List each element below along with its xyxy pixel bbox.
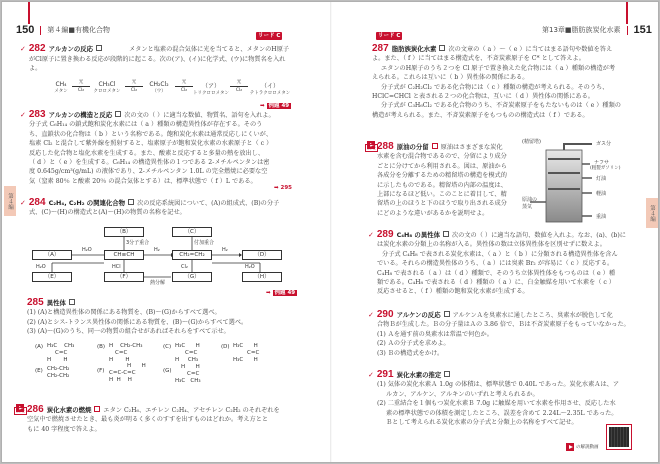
question-text: よ。また、（ f ）に当てはまる構造式を、不斉炭素原子を C* として答えよ。 [372, 55, 585, 63]
structure-bottom: CH₂-CH₂ [47, 373, 70, 379]
arrow-label-top: 光 [236, 80, 242, 85]
structure-mid: C=C-C=C [109, 370, 136, 376]
header-divider [40, 26, 41, 35]
box-ethylene: CH₂=CH₂ [172, 250, 212, 260]
question-text: 度 0.645g/cm³(g/mL) の液体であり、2-メチルペンタン 1.0L の完全燃焼に必要な空 [29, 168, 268, 176]
formula: （イ） [260, 83, 279, 90]
box-G: （G） [172, 272, 212, 282]
left-page [2, 2, 330, 462]
sub-question: 素の標準状態での体積を測定したところ、誤差を含めて 2.24L～2.35L であった。 [386, 409, 618, 417]
page-number: 150 [16, 24, 35, 36]
sub-question: (2) (A)とシス-トランス異性体の関係にある物質を、(B)～(G)からすべて選べ。 [27, 318, 248, 326]
essay-badge: 論述 [367, 146, 376, 151]
question-title: 原油の分留 [396, 143, 429, 151]
question-text: 式、(C)～(H)の構造式と(A)～(H)の物質の名称を記せ。 [29, 209, 186, 217]
box-B: （B） [104, 227, 144, 237]
output-kerosene: 灯油 [596, 176, 607, 182]
question-text: えられる。これらは互いに（ b ）異性体の関係にある。 [372, 74, 529, 82]
tower-drawing [522, 138, 632, 224]
structure-bottom: H H H [109, 377, 132, 383]
page-number: 151 [633, 24, 652, 36]
sub-question: (1) 気体の炭化水素Ａ 1.0g の体積は、標準状態で 0.40L であった。炭化水素Ａは、ア [377, 381, 620, 389]
example-ref-284[interactable] [266, 288, 297, 296]
question-text: 分子式が C₃H₆Cl₂ である化合物のうち、不斉炭素原子をもたないものは（ e ）種類の [381, 102, 621, 110]
question-text: エタン C₂H₆、エチレン C₂H₄、アセチレン C₂H₂ のそれぞれを [103, 407, 280, 414]
question-text: でいる。それらの構造異性体のうち、（ a ）には臭素 Br₂ が容易に（ c ）反応する。 [377, 260, 614, 268]
structure-top: H H [181, 364, 200, 370]
difficulty-box-icon [444, 371, 450, 377]
formula: （ア） [201, 83, 220, 90]
question-number: 283 [28, 109, 46, 120]
question-number: 289 [376, 229, 394, 240]
box-A: （A） [32, 250, 72, 260]
margin-rule [28, 2, 30, 24]
question-text: 次の文章の（ a ）～（ e ）に当てはまる語句や数値を答え [448, 46, 613, 53]
compound-name: （ウ） [152, 89, 166, 94]
question-title: 異性体 [46, 299, 66, 307]
question-number: 291 [376, 369, 394, 380]
arrow-label-top: 光 [181, 80, 187, 85]
input-label: 蒸気 [522, 204, 533, 210]
output-gas-oil: 軽油 [596, 191, 607, 197]
arrow-label-bottom: Cl₂ [235, 88, 243, 93]
label-h2o: H₂O [36, 264, 46, 270]
video-link[interactable] [566, 443, 599, 451]
question-text: 次の文の（ ）に適当な数値、物質名、語句を入れよ。 [124, 112, 275, 119]
structure-mid: C=C [55, 350, 68, 356]
structure-top: H H [127, 363, 146, 369]
question-text: 構造が考えられる。また、不斉炭素原子をもつものの構造式は（ f ）である。 [372, 111, 589, 119]
question-title: アルケンの反応 [396, 311, 441, 319]
question-text: は炭化水素の分類上の名称が入る。異性体の数は立体異性体を区別せずに数えよ。 [377, 241, 606, 249]
label-hcl: HCl [112, 264, 121, 270]
question-285 [27, 298, 292, 337]
structure-top: H CH₂-CH₃ [109, 343, 143, 349]
structure-label: (G) [163, 368, 172, 374]
compound-name: メタン [54, 89, 68, 94]
question-text: 水素を含む混合物であるので、分留により成分 [377, 153, 507, 161]
question-text: C₄H₈ で表される（ a ）は（ d ）種類で、そのうち立体異性体をもつものは（ e ）種 [377, 269, 616, 277]
question-text: 次の反応系統図について、(A)の組成式、(B)の分子 [137, 200, 280, 207]
question-text: エタンのH原子のうち２つを Cl 原子で置き換えた化合物には（ a ）種類の構造が考 [381, 64, 616, 72]
sub-question: (1) Ａを通す前の臭素水は常温で何色か。 [377, 330, 493, 338]
question-number: 288 [377, 141, 394, 152]
question-283 [20, 110, 292, 186]
example-ref-282[interactable] [260, 101, 291, 109]
structure-label: (B) [97, 344, 106, 350]
question-290 [368, 310, 638, 358]
question-number: 282 [28, 43, 46, 54]
output-crude-gasoline: (粗製ガソリン) [590, 166, 621, 171]
box-acetylene: CH≡CH [104, 250, 144, 260]
check-icon[interactable]: ✓ [368, 371, 374, 379]
question-number: 286 [27, 404, 44, 415]
label-h2o: H₂O [245, 264, 255, 270]
question-text: 空気中で燃焼させたとき、最も炎が明るく多くのすすを出すものはどれか。考え方とと [27, 416, 269, 424]
page-header [542, 24, 652, 36]
label-h2: H₂ [154, 247, 160, 253]
arrow-icon [125, 86, 143, 87]
structure-bottom: H₃C CH₃ [175, 378, 201, 384]
question-286 [27, 405, 292, 434]
structure-bottom: H H [109, 357, 130, 363]
check-icon[interactable]: ✓ [20, 45, 26, 53]
arrow-label-top: 光 [131, 80, 137, 85]
reaction-scheme-282 [50, 81, 290, 99]
structure-mid: C=C [115, 350, 128, 356]
arrow-icon [175, 86, 193, 87]
box-D: （D） [242, 250, 282, 260]
question-288 [377, 142, 522, 218]
structure-top: CH₂-CH₂ [47, 366, 70, 372]
question-text: HClC=CHCl と表される２つの化合物は、互いに（ d ）異性体の関係にある。 [372, 93, 594, 101]
question-text: 分子式 C₆H₁₄ の鎖式飽和炭化水素には（ a ）種類の構造異性体が存在する。そのう [29, 121, 263, 129]
arrow-icon [72, 86, 90, 87]
question-text: 次の文の（ ）に適当な語句、数値を入れよ。なお、(a)、(b)に [452, 232, 626, 239]
difficulty-box-icon [444, 311, 450, 317]
arrow-label-bottom: Cl₂ [180, 88, 188, 93]
formula: CH₃Cl [98, 81, 116, 88]
check-icon[interactable]: ✓ [368, 311, 374, 319]
lead-badge: リード C [378, 33, 401, 39]
label-trimer: 3分子重合 [126, 240, 150, 246]
formula: CH₂Cl₂ [149, 81, 169, 88]
header-title: 第４編■有機化合物 [47, 26, 110, 34]
structure-bottom: H CH₃ [175, 357, 199, 363]
arrow-label-top: 光 [78, 80, 84, 85]
margin-rule [626, 2, 628, 24]
question-number: 287 [372, 43, 389, 54]
box-F: （F） [104, 272, 144, 282]
chapter-side-tab[interactable]: 第４編 [646, 198, 658, 228]
structure-top: H₃C H [233, 343, 258, 349]
question-number: 285 [27, 297, 44, 308]
input-label: 原油の [522, 197, 538, 203]
video-play-icon[interactable] [566, 443, 574, 451]
question-289 [368, 230, 638, 297]
question-text: （ d ）と（ e ）を生成する。C₆H₁₄ の構造異性体の１つである 2-メチルペンタンは密 [29, 159, 270, 167]
structure-bottom: H H [47, 357, 68, 363]
question-title: 脂肪族炭化水素 [391, 45, 437, 53]
question-287 [372, 44, 638, 120]
video-label: の解説動画 [576, 445, 599, 450]
structure-B [97, 343, 143, 363]
question-text: 反応した化合物と塩化水素を生成する。また、酸素と反応すると多量の熱を放出し、 [29, 149, 265, 157]
structure-mid: C=C [187, 371, 200, 377]
example-tag: 例題 49 [274, 290, 296, 296]
question-text: ごとに分けてから利用される。図は、原油から [377, 162, 507, 170]
distillation-tower-figure [522, 138, 632, 224]
formula: CH₄ [55, 81, 67, 88]
reaction-diagram-284 [32, 227, 292, 287]
difficulty-box-icon [115, 111, 121, 117]
question-text: 類である。C₄H₈ で表される（ d ）種類の（ a ）に、白金触媒を用いて水素を（ c ） [377, 279, 615, 287]
output-gas: ガス分 [596, 141, 612, 147]
structures-285 [35, 344, 295, 390]
header-title: 第13章■脂肪族炭化水素 [542, 26, 621, 34]
box-E: （E） [32, 272, 72, 282]
arrow-icon: ➡ [266, 290, 271, 296]
arrow-label-bottom: Cl₂ [77, 88, 85, 93]
structure-E [35, 366, 70, 379]
question-text: もに 40 字程度で答えよ。 [27, 425, 101, 433]
difficulty-box-icon [443, 231, 449, 237]
label-h2o: H₂O [82, 247, 92, 253]
arrow-icon [230, 86, 248, 87]
structure-D [221, 343, 260, 363]
sub-question: (2) 二重結合を１個もつ炭化水素Ｂ 7.0g に触媒を用いて水素を作用させ、反応した水 [377, 400, 616, 408]
compound-name: クロロメタン [93, 89, 121, 94]
check-icon[interactable]: ✓ [20, 111, 26, 119]
question-title: C₂H₄, C₂H₂ の関連化合物 [48, 199, 126, 207]
structure-top: H₃C H [175, 343, 200, 349]
structure-top: H₃C CH₃ [47, 343, 75, 349]
chapter-side-tab[interactable]: 第４編 [4, 186, 16, 216]
question-title: 炭化水素の燃焼 [46, 406, 92, 414]
question-text: 原油はさまざまな炭化 [440, 144, 503, 151]
label-pyrolysis: 熱分解 [150, 280, 166, 286]
question-text: 反応させると、（ f ）種類の飽和炭化水素が生成する。 [377, 288, 529, 296]
question-text: に示したものである。精留塔の内部の温度は、 [377, 181, 507, 189]
question-291 [368, 370, 638, 427]
check-icon[interactable]: ✓ [20, 199, 26, 207]
question-title: C₄H₈ の異性体 [396, 231, 440, 239]
question-text: 各成分を分離するための精留塔の構造を模式的 [377, 172, 507, 180]
check-icon[interactable]: ✓ [368, 231, 374, 239]
page-header [16, 24, 110, 36]
structure-label: (A) [35, 344, 44, 350]
sub-question: (2) Ａの分子式を求めよ。 [377, 340, 450, 348]
difficulty-box-icon [94, 406, 100, 412]
arrow-icon: ➡ [260, 103, 265, 109]
structure-A [35, 343, 75, 363]
right-page [332, 2, 660, 462]
structure-label: (E) [35, 368, 43, 374]
figure-title: (精留塔) [522, 139, 541, 145]
label-cl2: Cl₂ [181, 264, 188, 270]
structure-label: (F) [97, 368, 105, 374]
question-text: 上部になるほど低い。このことに着目して、精 [377, 191, 507, 199]
structure-C [163, 343, 200, 363]
structure-mid: C=C [247, 350, 260, 356]
question-text: ち、直鎖状の化合物は（ b ）という名称である。飽和炭化水素は通常反応しにくいが、 [29, 130, 273, 138]
difficulty-box-icon [96, 45, 102, 51]
question-title: アルカンの反応 [48, 45, 94, 53]
example-tag: 例題 49 [268, 103, 290, 109]
qr-code[interactable] [606, 424, 632, 450]
textbook-spread [1, 1, 659, 463]
sub-question: ルカン、アルケン、アルキンのいずれと考えられるか。 [386, 390, 539, 398]
structure-bottom: H₃C H [233, 357, 258, 363]
difficulty-box-icon [432, 143, 438, 149]
structure-F [97, 363, 146, 383]
compound-name: トリクロロメタン [193, 91, 229, 96]
label-h2: H₂ [222, 247, 228, 253]
difficulty-box-icon [128, 199, 134, 205]
question-number: 284 [28, 197, 46, 208]
question-282 [20, 44, 292, 74]
question-text: アルケンＡを臭素水に通したところ、臭素水が脱色して化 [452, 312, 613, 319]
structure-mid: C=C [185, 350, 198, 356]
structure-label: (C) [163, 344, 172, 350]
sub-question: (1) (A)と構造異性体の関係にある物質を、(B)～(G)からすべて選べ。 [27, 309, 221, 317]
question-text: 分子式が C₂H₂Cl₂ である化合物には（ c ）種類の構造が考えられる。そのうち、 [381, 83, 609, 91]
structure-label: (D) [221, 344, 230, 350]
question-text: 気（窒素 80％ と酸素 20％ の混合気体とする）は、標準状態で（ f ）L である。 [29, 177, 257, 185]
output-heavy-oil: 重油 [596, 214, 607, 220]
sub-question: (3) (A)～(G)のうち、同一の物質の組合せがあればそれらをすべて示せ。 [27, 328, 230, 336]
essay-badge: 論述 [16, 409, 25, 414]
question-text: 合物Ｂが生成した。Ｂの分子量はＡの 3.86 倍で、Ｂは不斉炭素原子をもっていなかった。 [377, 321, 630, 329]
arrow-label-bottom: Cl₂ [130, 88, 138, 93]
question-284 [20, 198, 292, 218]
difficulty-box-icon [69, 299, 75, 305]
question-text: メタンと塩素の混合気体に光を当てると、メタンのH原子がCl原子に置き換わる反応が段階的に起こる。次の(ア)、(イ)に化学式、(ウ)に物質名を入れよ。 [29, 46, 290, 73]
question-text: にどのような違いがあるかを説明せよ。 [377, 209, 489, 217]
sub-question: Ｂとして考えられる炭化水素の分子式と分類上の名称をすべて記せ。 [386, 419, 578, 427]
question-title: アルカンの構造と反応 [48, 111, 113, 119]
question-text: 分子式 C₄H₈ で表される炭化水素は、（ a ）と（ b ）に分類される構造異性体を含ん [382, 250, 618, 258]
header-divider [627, 26, 628, 35]
output-naphtha: ナフサ [594, 160, 610, 166]
question-title: 炭化水素の推定 [396, 371, 442, 379]
box-H: （H） [242, 272, 282, 282]
question-number: 290 [376, 309, 394, 320]
structure-G [163, 364, 201, 384]
compound-name: テトラクロロメタン [249, 91, 291, 96]
lead-badge: リード C [258, 33, 281, 39]
label-addition-polymerization: 付加重合 [194, 240, 215, 246]
question-text: 留塔の上のほうと下のほうで取り出される成分 [377, 200, 507, 208]
box-C: （C） [172, 227, 212, 237]
difficulty-box-icon [439, 45, 445, 51]
cross-ref-283[interactable]: ➡ 295 [274, 185, 293, 191]
sub-question: (3) Ｂの構造式をかけ。 [377, 349, 444, 357]
question-text: 塩素 Cl₂ と混合して紫外線を照射すると、塩素原子が飽和炭化水素の水素原子と（ c ） [29, 140, 273, 148]
